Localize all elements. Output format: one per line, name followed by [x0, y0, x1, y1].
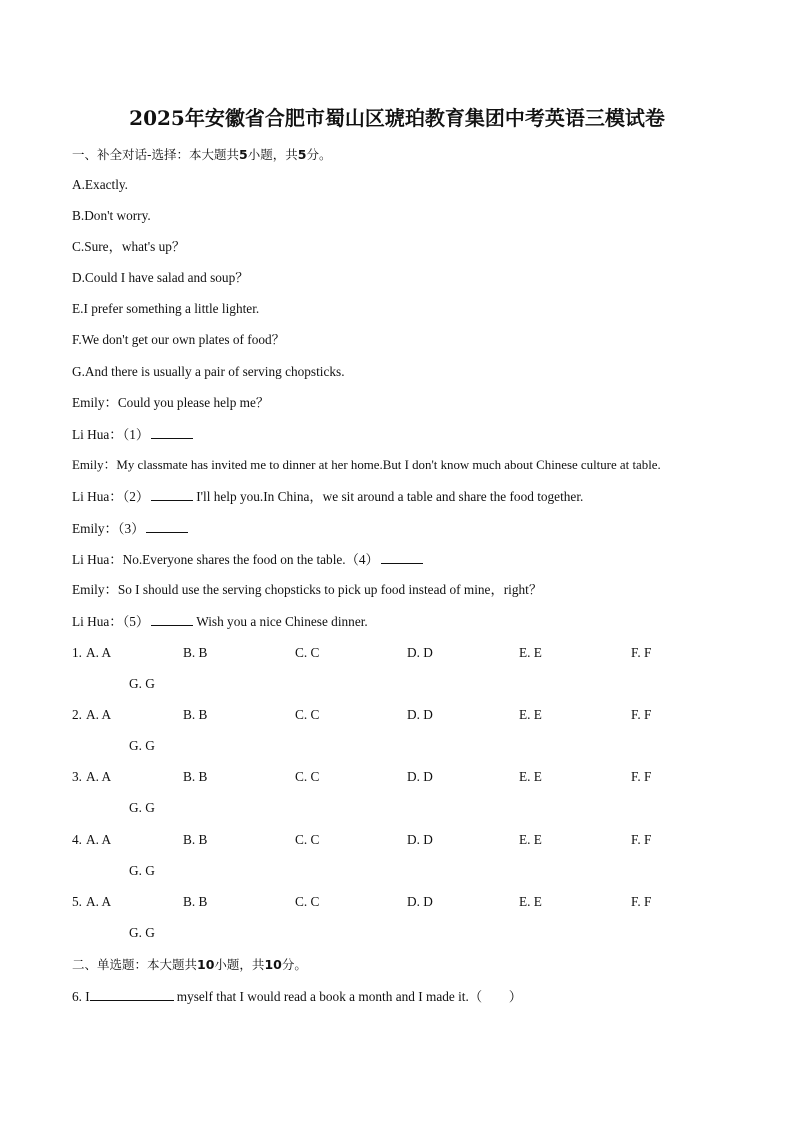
choice-g[interactable]: G. G	[129, 925, 155, 940]
answer-blank-4[interactable]	[381, 550, 423, 564]
choice-c[interactable]: C. C	[295, 832, 320, 847]
dialogue-line: Emily：（3）	[72, 519, 191, 538]
option-c: C.Sure，what's up？	[72, 239, 186, 254]
choice-b[interactable]: B. B	[183, 894, 208, 909]
choice-a[interactable]: A. A	[86, 894, 112, 909]
choice-d[interactable]: D. D	[407, 832, 433, 847]
question-6: 6. I myself that I would read a book a month and I made it.（ ）	[72, 989, 523, 1004]
choice-g[interactable]: G. G	[129, 800, 155, 815]
choice-e[interactable]: E. E	[519, 894, 542, 909]
choice-c[interactable]: C. C	[295, 707, 320, 722]
choice-a[interactable]: A. A	[86, 832, 112, 847]
choice-b[interactable]: B. B	[183, 769, 208, 784]
choice-e[interactable]: E. E	[519, 707, 542, 722]
option-b: B.Don't worry.	[72, 208, 151, 223]
option-d: D.Could I have salad and soup？	[72, 270, 249, 285]
choice-c[interactable]: C. C	[295, 894, 320, 909]
choice-d[interactable]: D. D	[407, 894, 433, 909]
page-title: 2025年安徽省合肥市蜀山区琥珀教育集团中考英语三模试卷	[129, 106, 665, 130]
answer-blank-6[interactable]	[90, 987, 174, 1001]
choice-a[interactable]: A. A	[86, 707, 112, 722]
choice-a[interactable]: A. A	[86, 769, 112, 784]
choice-b[interactable]: B. B	[183, 832, 208, 847]
choice-g[interactable]: G. G	[129, 738, 155, 753]
choice-b[interactable]: B. B	[183, 707, 208, 722]
question-number: 5.	[72, 894, 82, 909]
choice-f[interactable]: F. F	[631, 645, 652, 660]
choice-d[interactable]: D. D	[407, 769, 433, 784]
choice-f[interactable]: F. F	[631, 707, 652, 722]
choice-e[interactable]: E. E	[519, 769, 542, 784]
option-f: F.We don't get our own plates of food？	[72, 332, 285, 347]
choice-e[interactable]: E. E	[519, 832, 542, 847]
question-number: 3.	[72, 769, 82, 784]
choice-d[interactable]: D. D	[407, 707, 433, 722]
dialogue-line: Emily：So I should use the serving chopsticks to pick up food instead of mine，right？	[72, 582, 543, 597]
option-g: G.And there is usually a pair of serving chopsticks.	[72, 364, 345, 379]
choice-g[interactable]: G. G	[129, 863, 155, 878]
option-e: E.I prefer something a little lighter.	[72, 301, 260, 316]
choice-b[interactable]: B. B	[183, 645, 208, 660]
choice-f[interactable]: F. F	[631, 769, 652, 784]
question-number: 1.	[72, 645, 82, 660]
answer-blank-3[interactable]	[146, 519, 188, 533]
dialogue-line: Li Hua：（2） I'll help you.In China，we sit around a table and share the food together.	[72, 489, 584, 504]
option-a: A.Exactly.	[72, 177, 128, 192]
section1-heading: 一、补全对话-选择：本大题共5小题，共5分。	[72, 147, 332, 162]
answer-blank-1[interactable]	[151, 425, 193, 439]
choice-f[interactable]: F. F	[631, 894, 652, 909]
choice-c[interactable]: C. C	[295, 769, 320, 784]
choice-d[interactable]: D. D	[407, 645, 433, 660]
dialogue-line: Li Hua：No.Everyone shares the food on the table.（4）	[72, 550, 426, 569]
choice-f[interactable]: F. F	[631, 832, 652, 847]
dialogue-line: Emily：Could you please help me？	[72, 395, 270, 410]
choice-e[interactable]: E. E	[519, 645, 542, 660]
answer-blank-2[interactable]	[151, 487, 193, 501]
dialogue-line: Li Hua：（1）	[72, 425, 196, 444]
question-number: 4.	[72, 832, 82, 847]
question-number: 2.	[72, 707, 82, 722]
answer-blank-5[interactable]	[151, 612, 193, 626]
dialogue-line: Emily：My classmate has invited me to dinner at her home.But I don't know much about Chinese culture at table.	[72, 458, 661, 472]
choice-g[interactable]: G. G	[129, 676, 155, 691]
choice-a[interactable]: A. A	[86, 645, 112, 660]
dialogue-line: Li Hua：（5） Wish you a nice Chinese dinner.	[72, 614, 368, 629]
choice-c[interactable]: C. C	[295, 645, 320, 660]
section2-heading: 二、单选题：本大题共10小题，共10分。	[72, 957, 307, 972]
